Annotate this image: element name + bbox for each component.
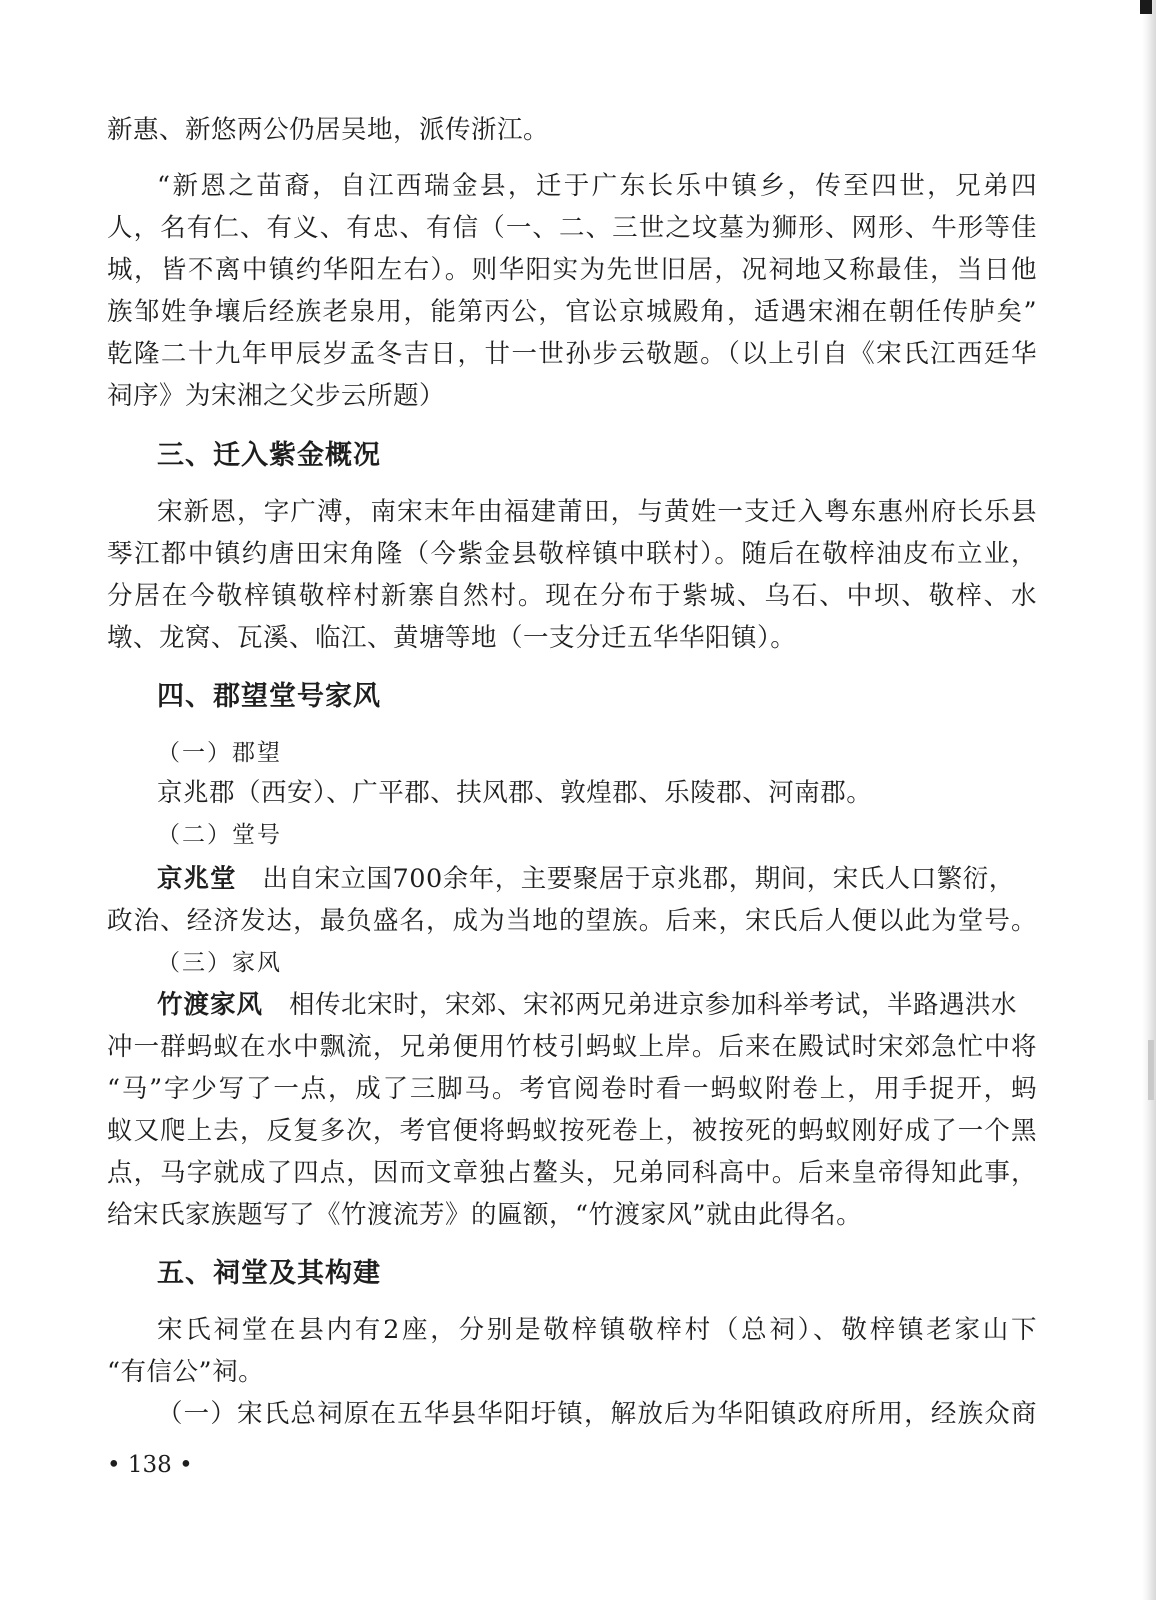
paragraph-line: 给宋氏家族题写了《竹渡流芳》的匾额，“竹渡家风”就由此得名。 <box>107 1200 863 1230</box>
paragraph-line <box>157 862 1037 896</box>
subsection-heading: （三）家风 <box>157 950 282 976</box>
paragraph-line: 琴江都中镇约唐田宋角隆（今紫金县敬梓镇中联村）。随后在敬梓油皮布立业， <box>107 539 1037 569</box>
paragraph-line: 祠序》为宋湘之父步云所题） <box>107 381 446 411</box>
paragraph-line: 冲一群蚂蚁在水中飘流，兄弟便用竹枝引蚂蚁上岸。后来在殿试时宋郊急忙中将 <box>107 1032 1037 1062</box>
scan-edge-shadow <box>1142 0 1156 1600</box>
section-heading: 四、郡望堂号家风 <box>157 681 381 712</box>
section-heading: 三、迁入紫金概况 <box>157 440 381 471</box>
paragraph-text: 出自宋立国700余年，主要聚居于京兆郡，期间，宋氏人口繁衍， <box>262 864 1015 894</box>
paragraph-line: 蚁又爬上去，反复多次，考官便将蚂蚁按死卷上，被按死的蚂蚁刚好成了一个黑 <box>107 1116 1037 1146</box>
paragraph-text: 相传北宋时，宋郊、宋祁两兄弟进京参加科举考试，半路遇洪水 <box>289 990 1018 1020</box>
paragraph-line: 新惠、新悠两公仍居吴地，派传浙江。 <box>107 115 550 145</box>
paragraph-line: （一）宋氏总祠原在五华县华阳圩镇，解放后为华阳镇政府所用，经族众商 <box>157 1399 1037 1429</box>
term-zhudujiafeng: 竹渡家风 <box>157 990 264 1020</box>
paragraph-line: 京兆郡（西安）、广平郡、扶风郡、敦煌郡、乐陵郡、河南郡。 <box>157 778 873 808</box>
paragraph-line: 宋新恩，字广溥，南宋末年由福建莆田，与黄姓一支迁入粤东惠州府长乐县 <box>157 497 1037 527</box>
paragraph-line: “马”字少写了一点，成了三脚马。考官阅卷时看一蚂蚁附卷上，用手捉开，蚂 <box>107 1074 1037 1104</box>
paragraph-line: 政治、经济发达，最负盛名，成为当地的望族。后来，宋氏后人便以此为堂号。 <box>107 906 1037 936</box>
paragraph-line: 族邹姓争壤后经族老泉用，能第丙公，官讼京城殿角，适遇宋湘在朝任传胪矣” <box>107 297 1037 327</box>
paragraph-line: 人，名有仁、有义、有忠、有信（一、二、三世之坟墓为狮形、网形、牛形等佳 <box>107 213 1037 243</box>
term-jingzhaotang: 京兆堂 <box>157 864 237 894</box>
paragraph-line: 乾隆二十九年甲辰岁孟冬吉日，廿一世孙步云敬题。（以上引自《宋氏江西廷华 <box>107 339 1037 369</box>
subsection-heading: （一）郡望 <box>157 740 282 766</box>
paragraph-line: “有信公”祠。 <box>107 1357 265 1387</box>
paragraph-line: 墩、龙窝、瓦溪、临江、黄塘等地（一支分迁五华华阳镇）。 <box>107 623 797 653</box>
paragraph-line: 分居在今敬梓镇敬梓村新寨自然村。现在分布于紫城、乌石、中坝、敬梓、水 <box>107 581 1037 611</box>
scan-edge-mark <box>1148 1040 1154 1100</box>
section-heading: 五、祠堂及其构建 <box>157 1258 381 1289</box>
page-number: • 138 • <box>107 1452 193 1478</box>
paragraph-line: 宋氏祠堂在县内有2座，分别是敬梓镇敬梓村（总祠）、敬梓镇老家山下 <box>157 1315 1037 1345</box>
scan-edge-mark <box>1140 0 1152 14</box>
paragraph-line <box>157 988 1037 1022</box>
paragraph-line: 点，马字就成了四点，因而文章独占鳌头，兄弟同科高中。后来皇帝得知此事， <box>107 1158 1037 1188</box>
subsection-heading: （二）堂号 <box>157 822 282 848</box>
paragraph-line: 城，皆不离中镇约华阳左右）。则华阳实为先世旧居，况祠地又称最佳，当日他 <box>107 255 1037 285</box>
paragraph-line: “新恩之苗裔，自江西瑞金县，迁于广东长乐中镇乡，传至四世，兄弟四 <box>157 171 1037 201</box>
